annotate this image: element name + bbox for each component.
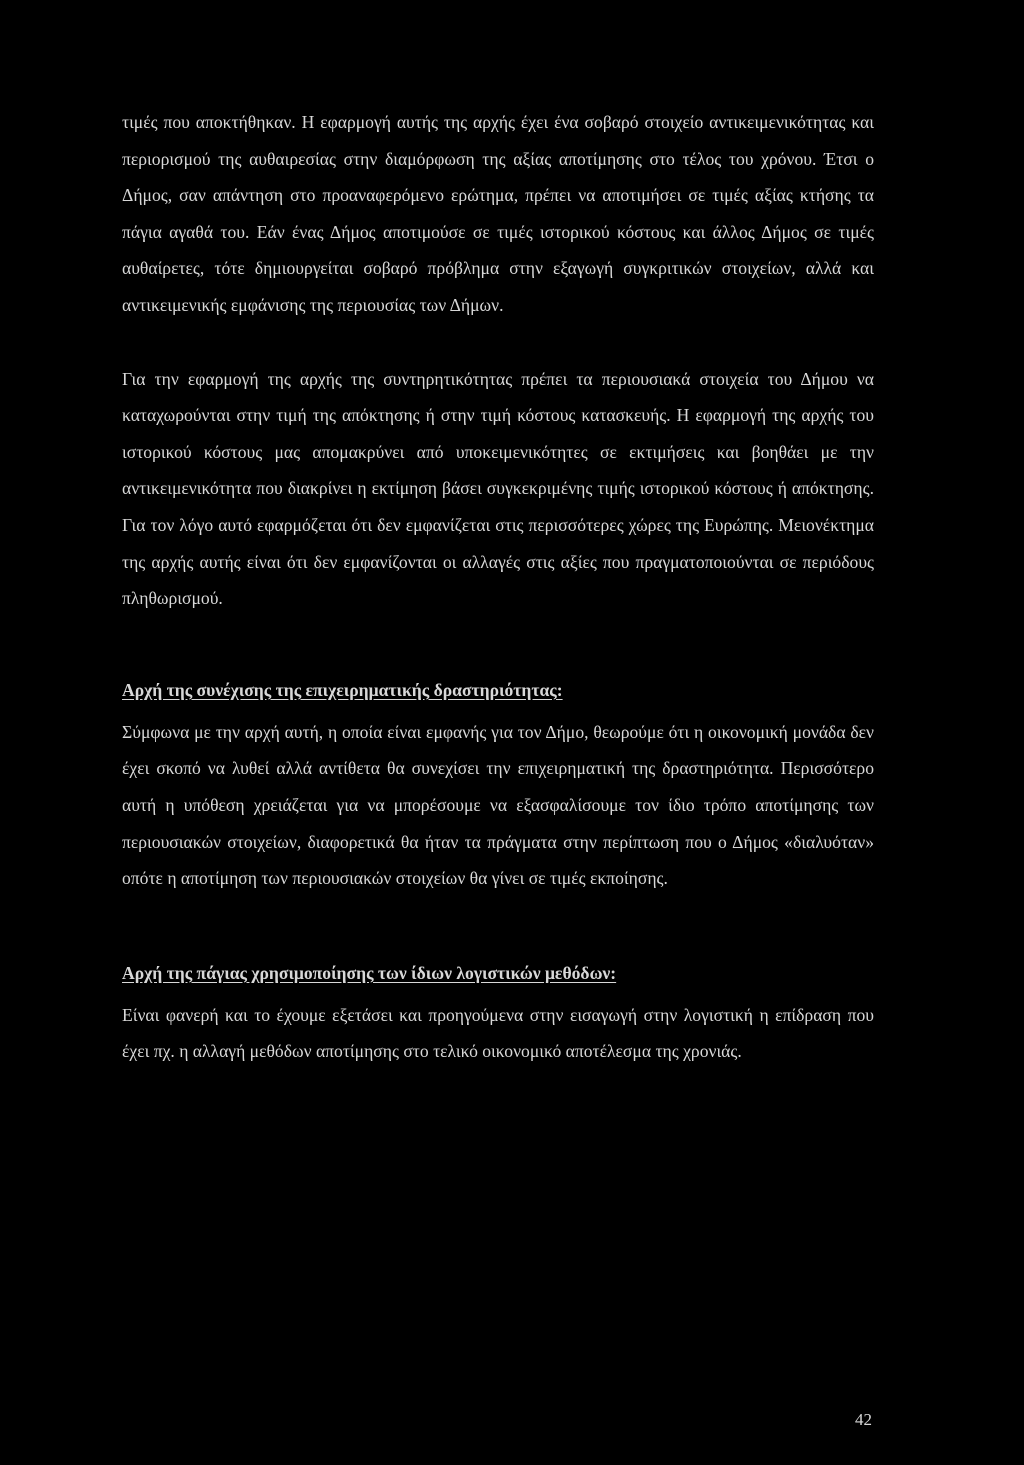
section-going-concern [122,672,874,897]
section-heading: Αρχή της συνέχισης της επιχειρηματικής δραστηριότητας: [122,679,563,700]
body-paragraph: Για την εφαρμογή της αρχής της συντηρητικότητας πρέπει τα περιουσιακά στοιχεία του Δήμου να καταχωρούνται στην τιμή της απόκτησης ή στην τιμή κόστους κατασκευής. Η εφαρμογή της αρχής του ιστορικού κόστους μας απομακρύνει από υποκειμενικότητες σε εκτιμήσεις και βοηθάει με την αντικειμενικότητα που διακρίνει η εκτίμηση βάσει συγκεκριμένης τιμής ιστορικού κόστους ή απόκτησης. Για τον λόγο αυτό εφαρμόζεται ότι δεν εμφανίζεται στις περισσότερες χώρες της Ευρώπης. Μειονέκτημα της αρχής αυτής είναι ότι δεν εμφανίζονται οι αλλαγές στις αξίες που πραγματοποιούνται σε περιόδους πληθωρισμού. [122,368,874,609]
section-heading: Αρχή της πάγιας χρησιμοποίησης των ίδιων λογιστικών μεθόδων: [122,962,617,983]
body-paragraph: τιμές που αποκτήθηκαν. Η εφαρμογή αυτής της αρχής έχει ένα σοβαρό στοιχείο αντικειμενικότητας και περιορισμού της αυθαιρεσίας στην διαμόρφωση της αξίας αποτίμησης στο τέλος του χρόνου. Έτσι ο Δήμος, σαν απάντηση στο προαναφερόμενο ερώτημα, πρέπει να αποτιμήσει σε τιμές αξίας κτήσης τα πάγια αγαθά του. Εάν ένας Δήμος αποτιμούσε σε τιμές ιστορικού κόστους και άλλος Δήμος σε τιμές αυθαίρετες, τότε δημιουργείται σοβαρό πρόβλημα στην εξαγωγή συγκριτικών στοιχείων, αλλά και αντικειμενικής εμφάνισης της περιουσίας των Δήμων. [122,112,874,315]
page-number: 42 [855,1410,872,1429]
section-body: Σύμφωνα με την αρχή αυτή, η οποία είναι εμφανής για τον Δήμο, θεωρούμε ότι η οικονομική μονάδα δεν έχει σκοπό να λυθεί αλλά αντίθετα θα συνεχίσει την επιχειρηματική της δραστηριότητα. Περισσότερο αυτή η υπόθεση χρειάζεται για να μπορέσουμε να εξασφαλίσουμε τον ίδιο τρόπο αποτίμησης των περιουσιακών στοιχείων, διαφορετικά θα ήταν τα πράγματα στην περίπτωση που ο Δήμος «διαλυόταν» οπότε η αποτίμηση των περιουσιακών στοιχείων θα γίνει σε τιμές εκποίησης. [122,721,874,889]
section-consistency [122,955,874,1070]
section-body: Είναι φανερή και το έχουμε εξετάσει και προηγούμενα στην εισαγωγή στην λογιστική η επίδραση που έχει πχ. η αλλαγή μεθόδων αποτίμησης στο τελικό οικονομικό αποτέλεσμα της χρονιάς. [122,1004,874,1062]
document-page [122,104,874,1070]
